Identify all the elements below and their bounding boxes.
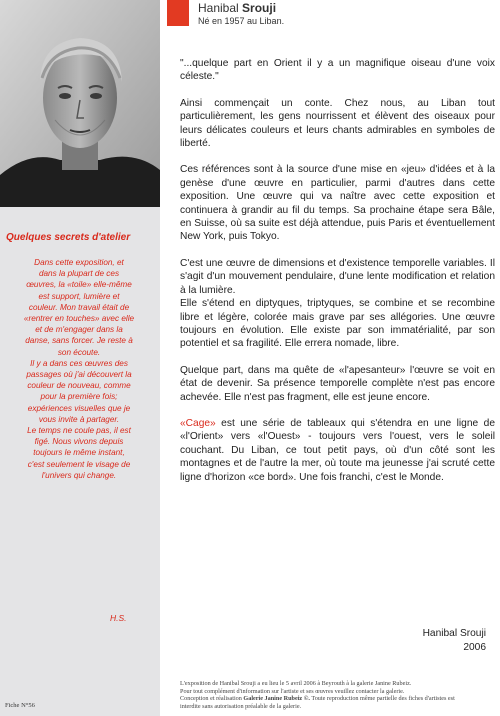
intro-quote: "...quelque part en Orient il y a un magnifique oiseau d'une voix céleste.": [180, 58, 495, 83]
sidebar-line: Dans cette exposition, et: [34, 258, 124, 267]
sidebar-title: Quelques secrets d'atelier: [6, 232, 131, 243]
main-signature-name: Hanibal Srouji: [422, 628, 486, 639]
footer-line: [180, 695, 495, 703]
sidebar-line: vous invite à partager.: [38, 414, 120, 424]
sidebar-line: œuvres, la «toile» elle-même: [26, 280, 132, 290]
sidebar-line: expériences visuelles que je: [27, 403, 131, 413]
paragraph-6-text: est une série de tableaux qui s'étendra en une ligne de «l'Orient» vers «l'Ouest» - toujours vers l'ouest, vers le soleil couchant. Du Liban, ce tout petit pays, où d'un côté sont les montagnes et de l'autre la mer, où toute ma jeunesse j'ai scruté cette ligne d'horizon «ce bord». Une fois franchi, c'est le Monde.: [180, 417, 495, 483]
paragraph-3: C'est une œuvre de dimensions et d'existence temporelle variables. Il s'agit d'un mouvement pendulaire, d'une lente modification et relation à la lumière.: [180, 257, 495, 296]
sidebar-line: son écoute.: [57, 347, 101, 357]
paragraph-4: Elle s'étend en diptyques, triptyques, se combine et se recombine libre et légère, colorée mais grave par ses allégories. Une œuvre toujours en évolution. Elle existe par son immatérialité, par son potentiel et sa fragilité. Elle errera nomade, libre.: [180, 298, 495, 350]
sidebar-line: Il y a dans ces œuvres des: [30, 358, 128, 368]
footer-credit-suffix: Toute reproduction même partielle des fiches d'artistes est: [309, 695, 455, 703]
paragraph-2: Ces références sont à la source d'une mise en «jeu» d'idées et à la genèse d'une œuvre en particulier, parmi d'autres dans cette exposition. Une œuvre qui va naître avec cette exposition et continuera à grandir au fil du temps. Sa prochaine étape sera Bâle, en Suisse, où sa suite est déjà attendue, puis Paris et éventuellement New York, puis Tokyo.: [180, 164, 495, 243]
portrait-illustration: [0, 0, 160, 207]
sidebar-line: c'est seulement le visage de: [27, 459, 131, 469]
sidebar-line: couleur. Mon travail était de: [28, 302, 130, 312]
left-column: [0, 0, 160, 716]
red-accent-square: [167, 0, 189, 26]
artist-first-name: Hanibal: [198, 1, 239, 15]
paragraph-1: Ainsi commençait un conte. Chez nous, au Liban tout particulièrement, les gens nourrissent et élèvent des oiseaux pour leurs délicates couleurs et leurs chants admirables en symboles de liberté.: [180, 97, 495, 150]
footer-credit-prefix: Conception et réalisation: [180, 695, 244, 703]
fiche-number: Fiche N°56: [5, 702, 35, 709]
sidebar-line: et de m'engager dans la: [35, 325, 123, 335]
main-signature-year: 2006: [463, 642, 486, 653]
sidebar-line: Le temps ne coule pas, il est: [27, 426, 131, 436]
paragraph-5: Quelque part, dans ma quête de «l'apesanteur» l'œuvre se voit en état de devenir. Sa présence temporelle complète n'est pas encore achevée. Elle n'est pas fragment, elle est jeune encore.: [180, 364, 495, 403]
sidebar-line: passages où j'ai découvert la: [26, 370, 132, 380]
sidebar-line: couleur de nouveau, comme: [27, 381, 131, 391]
footer-line: interdite sans autorisation préalable de la galerie.: [180, 702, 302, 710]
paragraph-6: [180, 417, 495, 484]
main-text: [180, 57, 495, 484]
sidebar-line: l'univers qui change.: [41, 470, 117, 480]
sidebar-text: [6, 257, 152, 481]
sidebar-line: figé. Nous vivons depuis: [34, 437, 124, 447]
artist-portrait-photo: [0, 0, 160, 207]
footer-line: L'exposition de Hanibal Srouji a eu lieu le 5 avril 2006 à Beyrouth à la galerie Janine Rubeiz.: [180, 680, 412, 687]
sidebar-line: est support, lumière et: [38, 291, 120, 301]
artist-birth: Né en 1957 au Liban.: [198, 16, 285, 26]
sidebar-line: dans la plupart de ces: [38, 269, 120, 279]
sidebar-signature: H.S.: [110, 613, 127, 623]
sidebar-line: toujours le même instant,: [33, 448, 125, 458]
artist-name: [198, 1, 276, 15]
sidebar-line: «rentrer en touches» avec elle: [23, 314, 135, 324]
footer-notes: [180, 680, 495, 710]
artist-last-name: Srouji: [242, 1, 277, 15]
cage-title: «Cage»: [180, 417, 216, 429]
sidebar-line: danse, sans forcer. Je reste à: [25, 336, 133, 346]
sidebar-line: pour la première fois;: [40, 392, 118, 402]
footer-credit-gallery: Galerie Janine Rubeiz ©.: [243, 695, 310, 703]
footer-line: Pour tout complément d'information sur l'artiste et ses œuvres veuillez contacter la galerie.: [180, 687, 405, 695]
